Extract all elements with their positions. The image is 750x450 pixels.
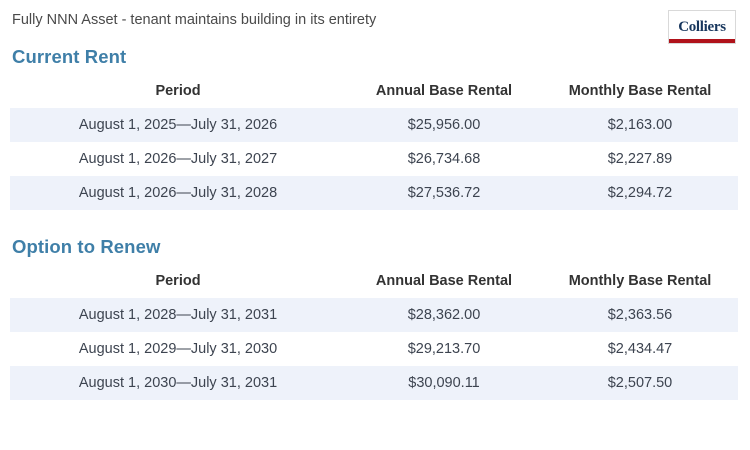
column-header-period: Period xyxy=(155,273,201,290)
table-header-row xyxy=(10,264,738,298)
cell-annual: $28,362.00 xyxy=(346,298,542,332)
logo-accent-bar xyxy=(669,39,735,43)
section-title-option-to-renew: Option to Renew xyxy=(12,236,161,258)
cell-monthly: $2,294.72 xyxy=(542,176,738,210)
cell-period: August 1, 2029—July 31, 2030 xyxy=(78,341,278,358)
cell-period: August 1, 2025—July 31, 2026 xyxy=(10,108,346,142)
cell-monthly: $2,434.47 xyxy=(607,341,673,358)
cell-monthly: $2,363.56 xyxy=(542,298,738,332)
cell-annual: $29,213.70 xyxy=(407,341,481,358)
column-header-period: Period xyxy=(155,83,201,100)
table-row xyxy=(10,298,738,332)
column-header-monthly-base-rental: Monthly Base Rental xyxy=(568,273,712,290)
table-row xyxy=(10,332,738,366)
column-header-annual-base-rental: Annual Base Rental xyxy=(375,83,513,100)
table-row xyxy=(10,366,738,400)
cell-period: August 1, 2026—July 31, 2028 xyxy=(10,176,346,210)
colliers-logo-icon xyxy=(668,10,736,44)
option-to-renew-table xyxy=(10,264,738,400)
section-title-current-rent: Current Rent xyxy=(12,46,127,68)
cell-period: August 1, 2026—July 31, 2027 xyxy=(78,151,278,168)
cell-period: August 1, 2030—July 31, 2031 xyxy=(10,366,346,400)
table-row xyxy=(10,108,738,142)
current-rent-table xyxy=(10,74,738,210)
column-header-monthly-base-rental: Monthly Base Rental xyxy=(568,83,712,100)
cell-annual: $25,956.00 xyxy=(346,108,542,142)
cell-annual: $26,734.68 xyxy=(407,151,481,168)
table-header-row xyxy=(10,74,738,108)
cell-monthly: $2,507.50 xyxy=(542,366,738,400)
asset-note: Fully NNN Asset - tenant maintains building in its entirety xyxy=(12,12,377,28)
column-header-annual-base-rental: Annual Base Rental xyxy=(375,273,513,290)
cell-monthly: $2,163.00 xyxy=(542,108,738,142)
cell-period: August 1, 2028—July 31, 2031 xyxy=(10,298,346,332)
cell-monthly: $2,227.89 xyxy=(607,151,673,168)
cell-annual: $30,090.11 xyxy=(346,366,542,400)
logo-wordmark: Colliers xyxy=(678,19,726,35)
table-row xyxy=(10,142,738,176)
cell-annual: $27,536.72 xyxy=(346,176,542,210)
table-row xyxy=(10,176,738,210)
